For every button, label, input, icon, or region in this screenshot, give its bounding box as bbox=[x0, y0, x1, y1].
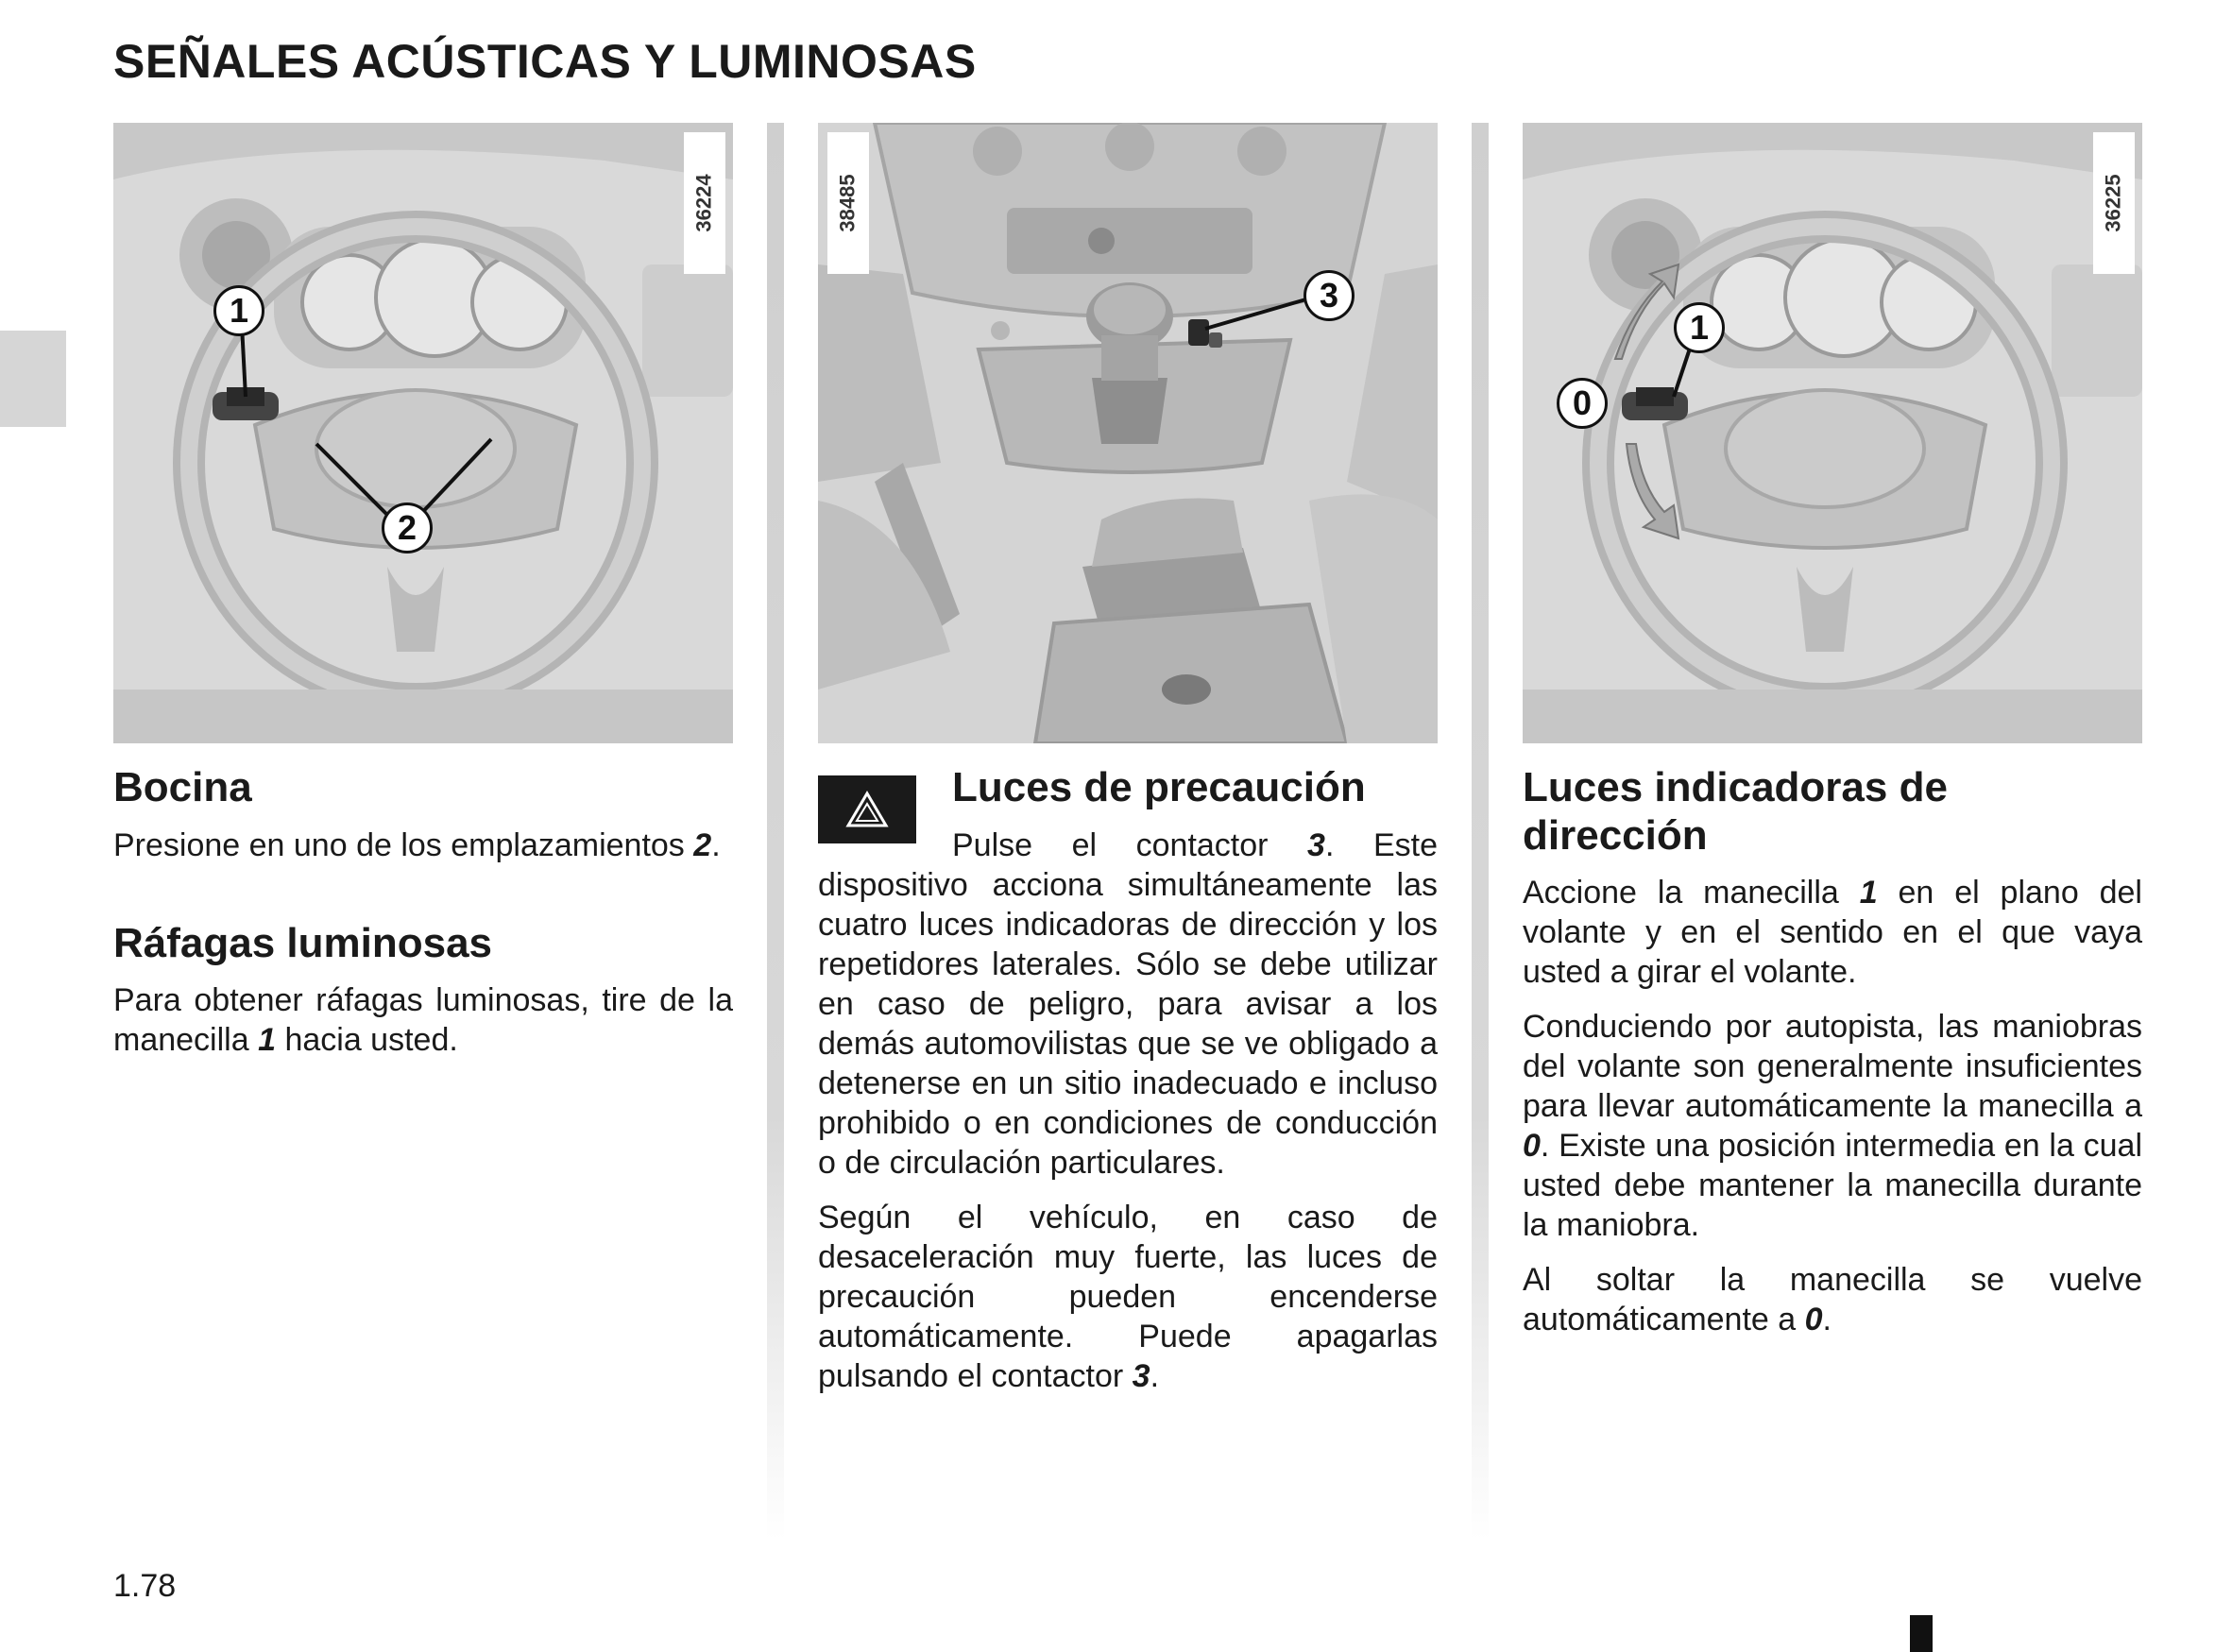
section-heading: Ráfagas luminosas bbox=[113, 919, 493, 966]
steering-wheel-illustration bbox=[113, 123, 733, 743]
callout-marker: 1 bbox=[213, 285, 264, 336]
section-heading: Luces indicadoras de dirección bbox=[1523, 764, 1948, 859]
column-divider bbox=[1472, 123, 1489, 1540]
figure-steering-wheel-horn bbox=[113, 123, 733, 743]
section-rafagas bbox=[113, 920, 733, 1061]
section-text: Pulse el contactor 3. Este dispositivo acciona simultáneamente las cuatro luces indicadoras de dirección y los repetidores laterales. Sólo se debe utilizar en caso de peligro, para avisar a los demás automovilistas que se ve obligado a detenerse en un sitio inadecuado e incluso prohibido o en condiciones de conducción o de circulación particulares. bbox=[818, 826, 1438, 1181]
figure-steering-wheel-indicators bbox=[1523, 123, 2142, 743]
section-heading: Bocina bbox=[113, 764, 252, 810]
column-divider bbox=[767, 123, 784, 1540]
figure-center-console bbox=[818, 123, 1438, 743]
section-text: Accione la manecilla 1 en el plano del volante y en el sentido en el que vaya usted a girar el volante. bbox=[1523, 875, 2142, 991]
callout-marker: 3 bbox=[1303, 270, 1355, 321]
steering-wheel-stalk-illustration bbox=[1523, 123, 2142, 743]
figure-reference-code: 38485 bbox=[827, 132, 869, 274]
page-title: SEÑALES ACÚSTICAS Y LUMINOSAS bbox=[113, 35, 977, 88]
section-bocina bbox=[113, 764, 733, 865]
column-hazard-lights bbox=[818, 123, 1438, 1396]
chapter-thumb-tab bbox=[0, 331, 66, 427]
hazard-triangle-icon bbox=[845, 791, 889, 828]
page-number: 1.78 bbox=[113, 1568, 177, 1604]
edge-index-mark bbox=[1910, 1615, 1933, 1652]
section-text: Para obtener ráfagas luminosas, tire de la manecilla 1 hacia usted. bbox=[113, 982, 733, 1059]
figure-reference-code: 36224 bbox=[684, 132, 725, 274]
column-horn bbox=[113, 123, 733, 1060]
section-text: Según el vehículo, en caso de desaceleración muy fuerte, las luces de precaución pueden encenderse automáticamente. Puede apagarlas pulsando el contactor 3. bbox=[818, 1199, 1438, 1394]
section-heading: Luces de precaución bbox=[952, 764, 1366, 810]
figure-reference-code: 36225 bbox=[2093, 132, 2135, 274]
column-turn-signals bbox=[1523, 123, 2142, 1339]
section-luces-precaucion bbox=[818, 764, 1438, 1396]
center-console-illustration bbox=[818, 123, 1438, 743]
section-text: Al soltar la manecilla se vuelve automáticamente a 0. bbox=[1523, 1262, 2142, 1338]
callout-marker: 0 bbox=[1557, 378, 1608, 429]
hazard-warning-box bbox=[818, 775, 916, 843]
section-text: Presione en uno de los emplazamientos 2. bbox=[113, 826, 721, 863]
section-text: Conduciendo por autopista, las maniobras del volante son generalmente insuficientes para llevar automáticamente la manecilla a 0. Existe una posición intermedia en la cual usted debe mantener la manecilla durante la maniobra. bbox=[1523, 1009, 2142, 1244]
callout-marker: 1 bbox=[1674, 302, 1725, 353]
section-luces-indicadoras bbox=[1523, 764, 2142, 1339]
callout-marker: 2 bbox=[382, 502, 433, 554]
